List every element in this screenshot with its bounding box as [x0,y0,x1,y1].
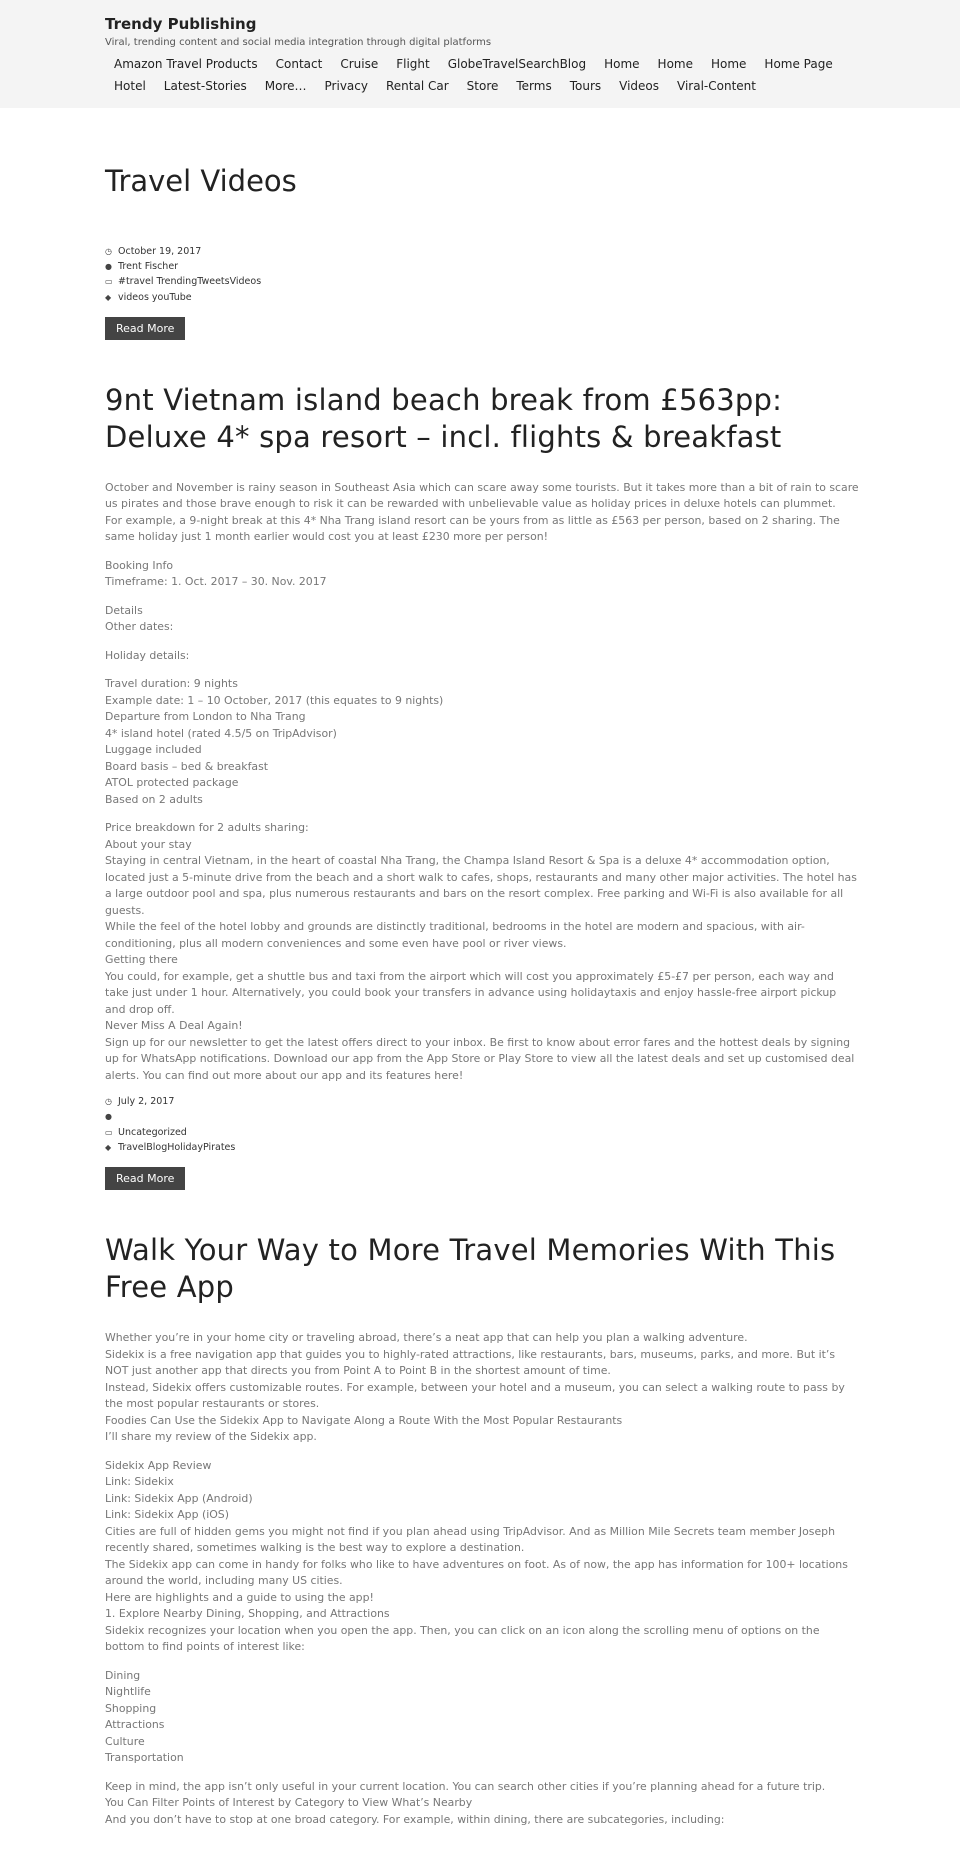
paragraph: Sidekix App Review [105,1458,212,1472]
menu-item-contact[interactable]: Contact [275,57,323,71]
menu-item-home-page[interactable]: Home Page [764,57,833,71]
post-sidekix-app [105,1232,860,1828]
site-description: Viral, trending content and social media integration through digital platforms [105,37,492,48]
paragraph: While the feel of the hotel lobby and grounds are distinctly traditional, bedrooms in the hotel are modern and spacious, with air-conditioning, plus all modern conveniences and some even have pool or river views. [105,920,805,950]
folder-icon: ▭ [105,1127,113,1137]
post-travel-videos [105,244,860,340]
list-item: Departure from London to Nha Trang [105,710,306,724]
paragraph: Getting there [105,953,178,967]
paragraph: You Can Filter Points of Interest by Category to View What’s Nearby [105,1796,473,1809]
post-tags[interactable]: TravelBlogHolidayPirates [118,1141,236,1153]
post-meta [105,1094,860,1155]
list-item: Culture [105,1734,145,1748]
page-title: Travel Videos [105,164,297,198]
paragraph: Sidekix is a free navigation app that guides you to highly-rated attractions, like restaurants, bars, museums, parks, and more. But it’s NOT just another app that directs you from Point A to Point B in the shortest amount of time. [105,1347,835,1377]
list-item: Based on 2 adults [105,792,203,806]
post-author[interactable]: Trent Fischer [118,261,179,273]
paragraph: The Sidekix app can come in handy for folks who like to have adventures on foot. As of now, the app has information for 100+ locations around the world, including many US cities. [105,1557,848,1587]
post-title[interactable]: Walk Your Way to More Travel Memories With This Free App [105,1233,836,1304]
paragraph: Price breakdown for 2 adults sharing: [105,821,309,835]
list-item: Travel duration: 9 nights [105,677,238,691]
menu-item-tours[interactable]: Tours [569,79,602,93]
menu-item-home[interactable]: Home [710,57,747,71]
paragraph: Timeframe: 1. Oct. 2017 – 30. Nov. 2017 [105,575,327,589]
paragraph: Keep in mind, the app isn’t only useful in your current location. You can search other cities if you’re planning ahead for a future trip. [105,1779,826,1793]
paragraph: And you don’t have to stop at one broad category. For example, within dining, there are subcategories, including: [105,1812,725,1826]
paragraph: Instead, Sidekix offers customizable routes. For example, between your hotel and a museum, you can select a walking route to pass by the most popular restaurants or stores. [105,1380,845,1410]
paragraph: Booking Info [105,558,174,572]
user-icon: ● [105,262,112,272]
paragraph: Sign up for our newsletter to get the latest offers direct to your inbox. Be first to know about error fares and the hottest deals by signing up for WhatsApp notifications. Download our app from the App Store or Play Store to view all the latest deals and set up customised deal alerts. You can find out more about our app and its features here! [105,1035,855,1082]
menu-item-latest-stories[interactable]: Latest-Stories [163,79,247,93]
paragraph: Never Miss A Deal Again! [105,1019,243,1033]
site-header [0,0,960,108]
menu-item-hotel[interactable]: Hotel [114,79,146,93]
post-tags[interactable]: videos youTube [118,291,192,303]
link-line[interactable]: Link: Sidekix App (iOS) [105,1508,229,1521]
paragraph: Staying in central Vietnam, in the heart of coastal Nha Trang, the Champa Island Resort & Spa is a deluxe 4* accommodation option, located just a 5-minute drive from the beach and a short walk to cafes, shops, restaurants and many other major activities. The hotel has a large outdoor pool and spa, plus numerous restaurants and bars on the resort complex. Free parking and Wi-Fi is also available for all guests. [105,854,857,917]
post-date[interactable]: July 2, 2017 [118,1096,175,1108]
menu-item-rental-car[interactable]: Rental Car [385,79,449,93]
menu-item-more[interactable]: More… [264,79,307,93]
post-body [105,480,860,1085]
paragraph: Whether you’re in your home city or traveling abroad, there’s a neat app that can help you plan a walking adventure. [105,1331,748,1344]
post-title[interactable]: 9nt Vietnam island beach break from £563pp: Deluxe 4* spa resort – incl. flights & breakfast [105,382,783,454]
list-item: Nightlife [105,1685,151,1698]
post-body [105,1330,860,1828]
paragraph: 1. Explore Nearby Dining, Shopping, and Attractions [105,1607,390,1620]
list-item: ATOL protected package [105,776,239,790]
paragraph: Cities are full of hidden gems you might not find if you plan ahead using TripAdvisor. And as Million Mile Secrets team member Joseph recently shared, sometimes walking is the best way to explore a destination. [105,1524,835,1554]
list-item: 4* island hotel (rated 4.5/5 on TripAdvisor) [105,726,337,740]
link-line[interactable]: Link: Sidekix [105,1475,174,1488]
user-icon: ● [105,1112,112,1122]
list-item: Attractions [105,1718,165,1731]
read-more-button[interactable]: Read More [105,1167,185,1190]
paragraph: Details [105,603,143,617]
read-more-button[interactable]: Read More [105,317,185,340]
paragraph: Here are highlights and a guide to using the app! [105,1590,374,1604]
list-item: Example date: 1 – 10 October, 2017 (this equates to 9 nights) [105,693,444,707]
menu-item-store[interactable]: Store [466,79,499,93]
menu-item-privacy[interactable]: Privacy [324,79,368,93]
post-categories[interactable]: #travel TrendingTweetsVideos [118,276,262,288]
paragraph: Other dates: [105,620,174,634]
list-item: Board basis – bed & breakfast [105,759,269,773]
tags-icon: ◆ [105,1142,112,1152]
folder-icon: ▭ [105,277,113,287]
paragraph: Foodies Can Use the Sidekix App to Navigate Along a Route With the Most Popular Restaurants [105,1413,623,1427]
main-menu [105,53,865,97]
menu-item-home[interactable]: Home [604,57,640,71]
clock-icon: ◷ [105,1097,112,1107]
menu-item-terms[interactable]: Terms [516,79,552,93]
paragraph: About your stay [105,837,192,851]
tags-icon: ◆ [105,292,112,302]
menu-item-amazon-travel-products[interactable]: Amazon Travel Products [114,57,258,71]
link-line[interactable]: Link: Sidekix App (Android) [105,1491,253,1505]
main-content [105,108,860,1828]
post-meta [105,244,860,305]
post-date[interactable]: October 19, 2017 [118,246,202,257]
list-item: Shopping [105,1701,157,1715]
clock-icon: ◷ [105,247,112,256]
menu-item-viral-content[interactable]: Viral-Content [677,79,756,93]
paragraph: For example, a 9-night break at this 4* Nha Trang island resort can be yours from as little as £563 per person, based on 2 sharing. The same holiday just 1 month earlier would cost you at least £230 more per person! [105,513,840,544]
menu-item-videos[interactable]: Videos [619,79,660,93]
post-categories[interactable]: Uncategorized [118,1126,187,1138]
menu-item-home[interactable]: Home [657,57,693,71]
paragraph: I’ll share my review of the Sidekix app. [105,1430,317,1443]
list-item: Dining [105,1668,141,1682]
list-item: Transportation [105,1751,184,1764]
list-item: Luggage included [105,743,202,757]
menu-item-cruise[interactable]: Cruise [340,57,379,71]
menu-item-globetravelsearchblog[interactable]: GlobeTravelSearchBlog [447,57,587,71]
paragraph: You could, for example, get a shuttle bus and taxi from the airport which will cost you approximately £5-£7 per person, each way and take just under 1 hour. Alternatively, you could book your transfers in advance using holidaytaxis and enjoy hassle-free airport pickup and drop off. [105,969,837,1016]
paragraph: Sidekix recognizes your location when you open the app. Then, you can click on an icon along the scrolling menu of options on the bottom to find points of interest like: [105,1623,820,1653]
paragraph: Holiday details: [105,648,190,662]
post-vietnam-beach-break [105,382,860,1190]
menu-item-flight[interactable]: Flight [396,57,430,71]
site-title[interactable]: Trendy Publishing [105,15,257,33]
paragraph: October and November is rainy season in Southeast Asia which can scare away some tourists. But it takes more than a bit of rain to scare us pirates and those brave enough to risk it can be rewarded with unbelievable value as holiday prices in deluxe hotels can plummet. [105,480,859,511]
